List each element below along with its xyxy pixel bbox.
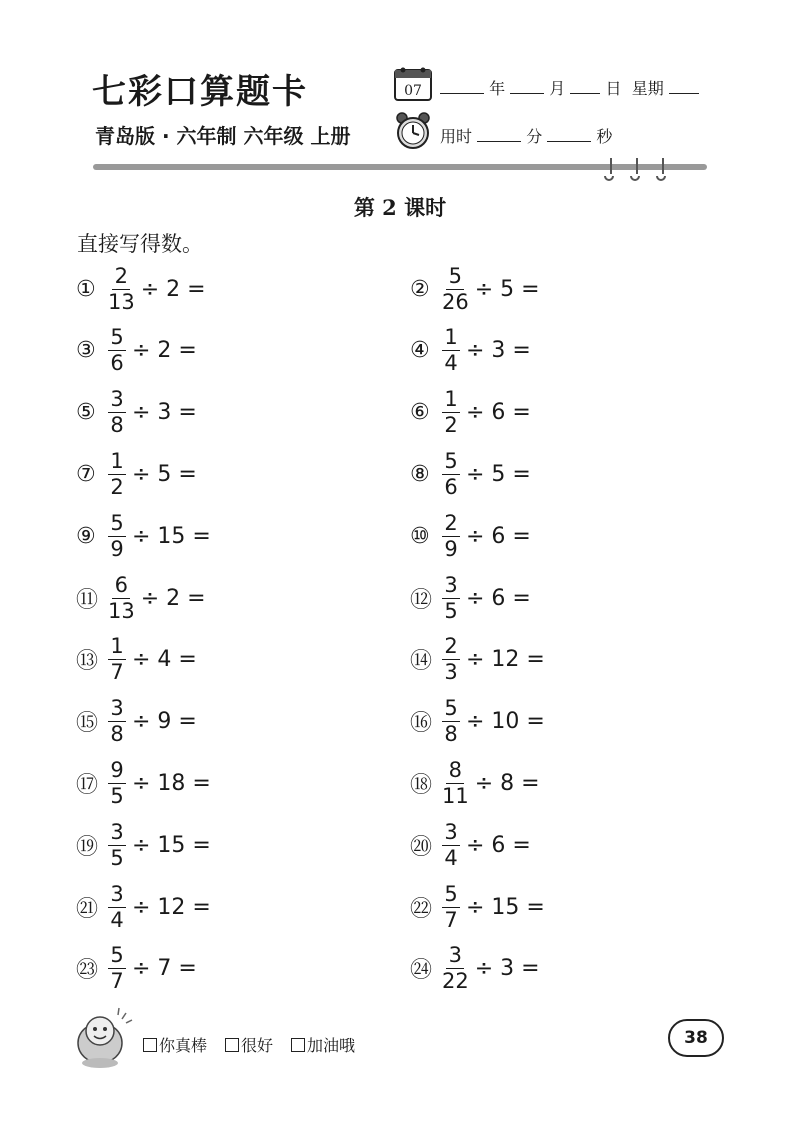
problem-item xyxy=(76,572,206,624)
problem-item xyxy=(410,325,531,377)
numerator: 2 xyxy=(442,636,460,660)
fraction xyxy=(442,698,460,745)
problem-item xyxy=(76,881,211,933)
lesson-title: 第 2 课时 xyxy=(353,195,447,220)
fraction xyxy=(108,572,135,623)
numerator: 8 xyxy=(446,760,464,784)
problem-item xyxy=(410,510,531,562)
fraction xyxy=(442,448,460,499)
problem-number: ㉓ xyxy=(76,958,99,984)
denominator: 2 xyxy=(110,474,124,499)
checkbox[interactable] xyxy=(225,1038,239,1052)
problem-item xyxy=(76,943,197,995)
checkbox[interactable] xyxy=(291,1038,305,1052)
denominator: 6 xyxy=(444,474,458,499)
numerator: 2 xyxy=(442,513,460,537)
operation: ÷ 15 = xyxy=(132,832,211,858)
operation: ÷ 3 = xyxy=(132,400,197,426)
year-blank[interactable] xyxy=(440,79,484,94)
fraction xyxy=(108,448,126,499)
numerator: 3 xyxy=(108,822,126,846)
problem-number: ㉒ xyxy=(410,896,433,922)
problem-number: ⑧ xyxy=(410,461,430,487)
fraction xyxy=(108,819,126,870)
edition-label: 青岛版 · 六年制 六年级 上册 xyxy=(95,124,351,148)
seconds-blank[interactable] xyxy=(547,127,591,142)
numerator: 3 xyxy=(108,389,126,413)
rating-options xyxy=(143,1033,355,1056)
checkbox[interactable] xyxy=(143,1038,157,1052)
cartoon-mascot-icon xyxy=(70,1005,136,1071)
numerator: 1 xyxy=(442,389,460,413)
denominator: 4 xyxy=(110,907,124,932)
operation: ÷ 6 = xyxy=(466,523,531,549)
problem-number: ⑥ xyxy=(410,400,430,426)
problem-item xyxy=(410,943,540,995)
denominator: 13 xyxy=(108,289,135,314)
problem-number: ⑬ xyxy=(76,649,99,675)
problem-number: ① xyxy=(76,276,96,302)
numerator: 3 xyxy=(108,698,126,722)
operation: ÷ 18 = xyxy=(132,770,211,796)
minutes-blank[interactable] xyxy=(477,127,521,142)
numerator: 5 xyxy=(108,513,126,537)
operation: ÷ 8 = xyxy=(474,770,540,796)
calendar-icon xyxy=(393,66,433,102)
denominator: 26 xyxy=(442,289,469,314)
problem-item xyxy=(76,387,197,439)
problem-item xyxy=(410,819,531,871)
operation: ÷ 6 = xyxy=(466,585,531,611)
problem-item xyxy=(410,881,545,933)
weekday-label: 星期 xyxy=(631,79,664,98)
denominator: 8 xyxy=(444,722,458,747)
problem-number: ㉑ xyxy=(76,896,99,922)
logo xyxy=(92,64,382,122)
problem-item xyxy=(410,387,531,439)
numerator: 5 xyxy=(446,266,464,290)
denominator: 4 xyxy=(444,351,458,376)
operation: ÷ 6 = xyxy=(466,400,531,426)
problem-number: ⑱ xyxy=(410,772,433,798)
fraction xyxy=(442,389,460,436)
problem-number: ⑤ xyxy=(76,400,96,426)
fraction xyxy=(108,389,126,436)
operation: ÷ 2 = xyxy=(140,276,206,302)
seconds-label: 秒 xyxy=(596,127,613,146)
problem-number: ③ xyxy=(76,338,96,364)
problem-item xyxy=(76,263,206,315)
numerator: 3 xyxy=(108,884,126,908)
problem-item xyxy=(76,696,197,748)
denominator: 9 xyxy=(110,536,124,561)
header-divider xyxy=(93,164,707,172)
problem-item xyxy=(410,572,531,624)
numerator: 5 xyxy=(442,698,460,722)
problem-number: ⑨ xyxy=(76,523,96,549)
denominator: 9 xyxy=(444,536,458,561)
rating-option-good[interactable] xyxy=(225,1033,273,1056)
operation: ÷ 7 = xyxy=(132,956,197,982)
problem-item xyxy=(410,263,540,315)
fraction xyxy=(108,327,126,374)
problem-item xyxy=(410,696,545,748)
problem-number: ⑦ xyxy=(76,461,96,487)
operation: ÷ 9 = xyxy=(132,709,197,735)
calendar-day: 07 xyxy=(404,83,422,99)
problem-number: ⑳ xyxy=(410,834,433,860)
denominator: 5 xyxy=(110,783,124,808)
fraction xyxy=(108,636,126,683)
rating-option-great[interactable] xyxy=(143,1033,207,1056)
operation: ÷ 5 = xyxy=(474,276,540,302)
problem-number: ② xyxy=(410,276,430,302)
rating-label: 很好 xyxy=(241,1036,274,1055)
denominator: 22 xyxy=(442,969,469,994)
month-label: 月 xyxy=(549,79,566,98)
fraction xyxy=(442,945,469,992)
fraction xyxy=(442,263,469,314)
fraction xyxy=(108,510,126,561)
operation: ÷ 10 = xyxy=(466,709,545,735)
problem-number: ⑮ xyxy=(76,711,99,737)
problem-item xyxy=(76,819,211,871)
denominator: 8 xyxy=(110,722,124,747)
numerator: 3 xyxy=(446,945,464,969)
problem-number: ⑰ xyxy=(76,772,99,798)
numerator: 2 xyxy=(112,266,130,290)
fraction xyxy=(108,757,126,808)
problem-number: ⑪ xyxy=(76,587,99,613)
operation: ÷ 12 = xyxy=(466,647,545,673)
operation: ÷ 12 = xyxy=(132,894,211,920)
operation: ÷ 5 = xyxy=(466,461,531,487)
operation: ÷ 6 = xyxy=(466,832,531,858)
denominator: 7 xyxy=(444,907,458,932)
rating-option-keep-going[interactable] xyxy=(291,1033,355,1056)
numerator: 3 xyxy=(442,575,460,599)
operation: ÷ 5 = xyxy=(132,461,197,487)
denominator: 6 xyxy=(110,351,124,376)
day-blank[interactable] xyxy=(570,79,600,94)
problem-item xyxy=(76,325,197,377)
page-number: 38 xyxy=(668,1019,724,1057)
denominator: 8 xyxy=(110,413,124,438)
fraction xyxy=(108,698,126,745)
fraction xyxy=(108,945,126,992)
problem-item xyxy=(410,634,545,686)
operation: ÷ 2 = xyxy=(140,585,206,611)
operation: ÷ 3 = xyxy=(474,956,540,982)
fraction xyxy=(442,510,460,561)
logo-text: 七彩口算题卡 xyxy=(92,72,308,112)
rating-label: 加油哦 xyxy=(307,1036,356,1055)
fraction xyxy=(108,263,135,314)
operation: ÷ 15 = xyxy=(466,894,545,920)
problem-number: ⑩ xyxy=(410,523,430,549)
denominator: 5 xyxy=(110,845,124,870)
problem-number: ④ xyxy=(410,338,430,364)
time-line xyxy=(440,124,612,147)
instruction: 直接写得数。 xyxy=(77,232,203,256)
denominator: 3 xyxy=(444,660,458,685)
fraction xyxy=(442,327,460,374)
date-line xyxy=(440,76,699,99)
denominator: 7 xyxy=(110,660,124,685)
numerator: 1 xyxy=(442,327,460,351)
fraction xyxy=(108,881,126,932)
problem-item xyxy=(76,448,197,500)
operation: ÷ 2 = xyxy=(132,338,197,364)
problem-number: ⑫ xyxy=(410,587,433,613)
problem-number: ⑭ xyxy=(410,649,433,675)
clock-icon xyxy=(393,111,433,151)
fraction xyxy=(442,757,469,808)
fraction xyxy=(442,819,460,870)
problem-number: ㉔ xyxy=(410,958,433,984)
denominator: 2 xyxy=(444,413,458,438)
fraction xyxy=(442,636,460,683)
numerator: 5 xyxy=(442,884,460,908)
numerator: 1 xyxy=(108,636,126,660)
problem-item xyxy=(76,757,211,809)
problem-number: ⑯ xyxy=(410,711,433,737)
denominator: 13 xyxy=(108,598,135,623)
problem-item xyxy=(76,634,197,686)
numerator: 3 xyxy=(442,822,460,846)
problem-item xyxy=(410,448,531,500)
numerator: 9 xyxy=(108,760,126,784)
weekday-blank[interactable] xyxy=(669,79,699,94)
denominator: 11 xyxy=(442,783,469,808)
denominator: 4 xyxy=(444,845,458,870)
operation: ÷ 4 = xyxy=(132,647,197,673)
fraction xyxy=(442,881,460,932)
denominator: 7 xyxy=(110,969,124,994)
numerator: 5 xyxy=(108,945,126,969)
operation: ÷ 15 = xyxy=(132,523,211,549)
rating-label: 你真棒 xyxy=(159,1036,208,1055)
problem-item xyxy=(76,510,211,562)
numerator: 1 xyxy=(108,451,126,475)
numerator: 6 xyxy=(112,575,130,599)
time-prefix: 用时 xyxy=(440,127,473,146)
fraction xyxy=(442,572,460,623)
numerator: 5 xyxy=(442,451,460,475)
numerator: 5 xyxy=(108,327,126,351)
day-label: 日 xyxy=(605,79,622,98)
problem-number: ⑲ xyxy=(76,834,99,860)
operation: ÷ 3 = xyxy=(466,338,531,364)
denominator: 5 xyxy=(444,598,458,623)
month-blank[interactable] xyxy=(510,79,544,94)
year-label: 年 xyxy=(489,79,506,98)
minutes-label: 分 xyxy=(526,127,543,146)
problem-item xyxy=(410,757,540,809)
